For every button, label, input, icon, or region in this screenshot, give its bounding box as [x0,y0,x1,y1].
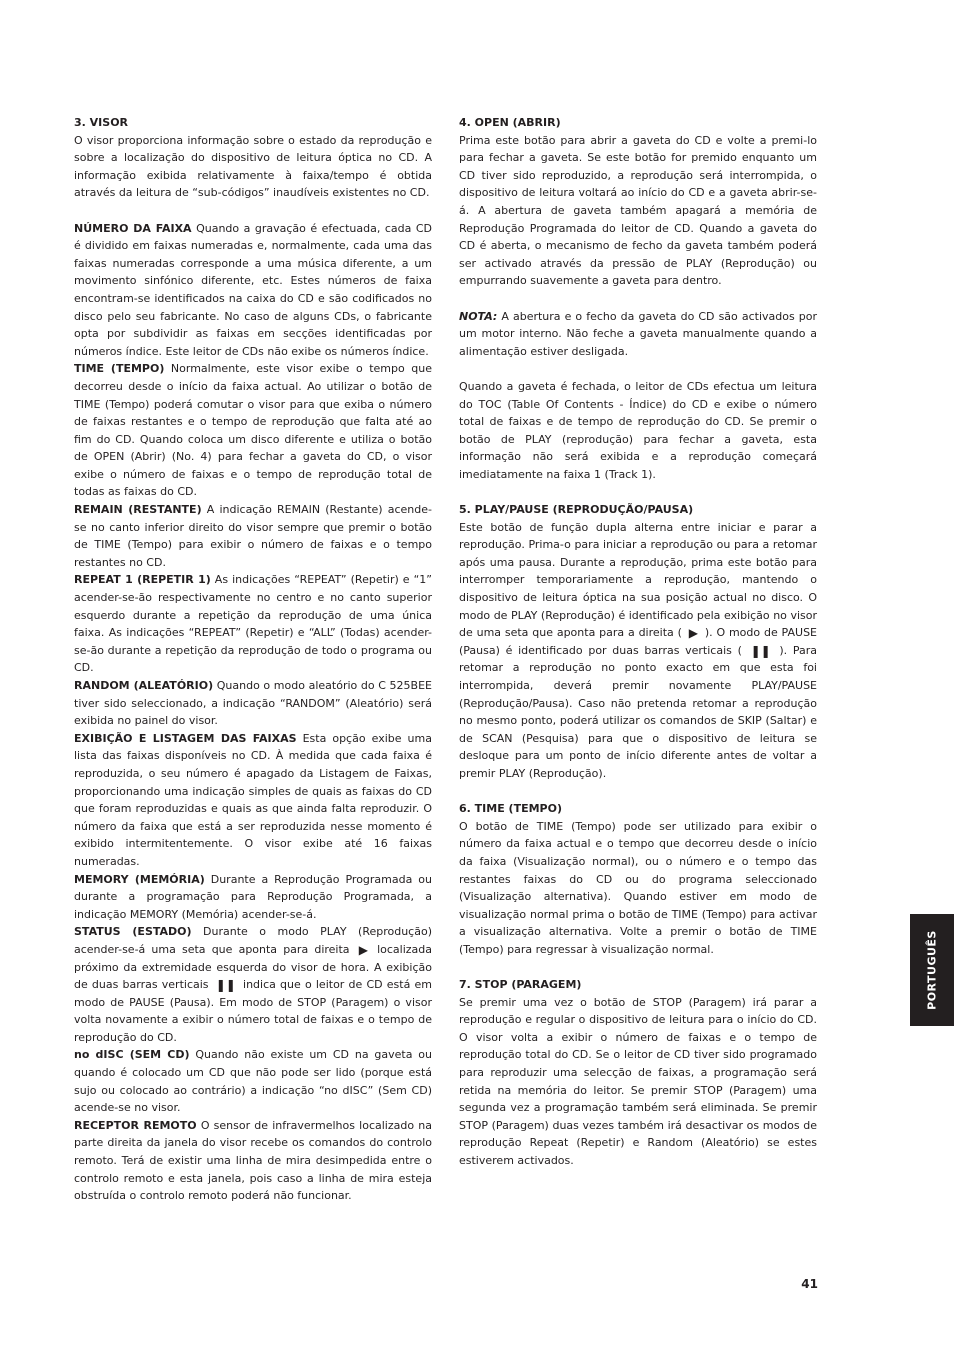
text-exibicao: Esta opção exibe uma lista das faixas disponíveis no CD. À medida que cada faixa é reproduzida, o seu número é apagado da Listagem de Faixas, proporcionando uma indicação simples de quais as faixas do CD que foram reproduzidas e quais as que ainda falta reproduzir. O número da faixa que está a ser reproduzida nesse momento é exibido intermitentemente. O visor exibe até 16 faixas numeradas. [74,731,432,868]
section-visor [74,114,432,202]
text-play-c: ). Para retomar a reprodução no ponto exacto em que esta foi interrompida, deverá premir novamente PLAY/PAUSE (Reprodução/Pausa). Caso não pretenda retomar a reprodução no mesmo ponto, poderá utilizar os comandos de SKIP (Saltar) e de SCAN (Pesquisa) para que o dispositivo de leitura se desloque para um ponto de início diferente antes de voltar a premir PLAY (Reprodução). [459,643,817,780]
lead-time: TIME (TEMPO) [74,362,165,376]
paragraph-status [74,923,432,1046]
paragraph-gaveta [459,378,817,484]
text-random: Quando o modo aleatório do C 525BEE tiver sido seleccionado, a indicação “RANDOM” (Aleatório) será exibida no painel do visor. [74,679,432,728]
lead-nodisc: no dISC (SEM CD) [74,1048,190,1062]
text-numero-faixa: Quando a gravação é efectuada, cada CD é dividido em faixas numeradas e, normalmente, cada uma das faixas numeradas corresponde a uma música diferente, a um movimento sinfónico diferente, etc. Estes números de faixa encontram-se identificados na caixa do CD e são codificados no disco pelo seu fabricante. No caso de alguns CDs, o fabricante opta por subdividir as faixas em secções identificadas por números índice. Este leitor de CDs não exibe os números índice. [74,221,432,358]
text-gaveta: Quando a gaveta é fechada, o leitor de CDs efectua um leitura do TOC (Table Of Contents - Índice) do CD e exibe o número total de faixas e de tempo de reprodução do CD. Se premir o botão de PLAY (reprodução) para fechar a gaveta, esta informação não será exibida e a reprodução começará imediatamente na faixa 1 (Track 1). [459,379,817,481]
text-status-a: Durante o modo PLAY (Reprodução) acender-se-á uma seta que aponta para direita [74,925,432,956]
right-column [459,114,817,1170]
lead-numero-faixa: NÚMERO DA FAIXA [74,221,192,235]
text-play-a: Este botão de função dupla alterna entre iniciar e parar a reprodução. Prima-o para iniciar a reprodução ou para a retomar após uma pausa. Durante a reprodução, prima este botão para interromper temporariamente a reprodução, mantendo o dispositivo de leitura óptica na sua posição actual no disco. O modo de PLAY (Reprodução) é identificado pela exibição no visor de uma seta que aponta para a direita ( [459,520,817,640]
heading-open: 4. OPEN (ABRIR) [459,116,561,129]
paragraph-repeat [74,571,432,677]
text-time: Normalmente, este visor exibe o tempo que decorreu desde o início da faixa actual. Ao utilizar o botão de TIME (Tempo) poderá comutar o visor para que exiba o número de faixas restantes e o tempo de reprodução que falta até ao fim do CD. Quando coloca um disco diferente e utiliza o botão de OPEN (Abrir) (No. 4) para fechar a gaveta do CD, o visor exibe o número de faixas e o tempo de reprodução total de todas as faixas do CD. [74,362,432,499]
page-number: 41 [801,1277,818,1291]
text-nodisc: Quando não existe um CD na gaveta ou quando é colocado um CD que não pode ser lido (porque está sujo ou colocado ao contrário) a indicação “no dISC” (Sem CD) acende-se no visor. [74,1048,432,1115]
text-status-c: indica que o leitor de CD está em modo de PAUSE (Pausa). Em modo de STOP (Paragem) o visor volta novamente a exibir o número total de faixas e o tempo de reprodução do CD. [74,978,432,1044]
paragraph-receptor [74,1117,432,1205]
section-open [459,114,817,290]
heading-play-pause: 5. PLAY/PAUSE (REPRODUÇÃO/PAUSA) [459,503,694,517]
paragraph-exibicao [74,730,432,871]
paragraph-time [74,360,432,501]
text-nota: A abertura e o fecho da gaveta do CD são activados por um motor interno. Não feche a gaveta manualmente quando a alimentação estiver desligada. [459,309,817,358]
language-tab-label: PORTUGUÊS [925,930,939,1010]
play-arrow-icon: ▶ [358,942,368,957]
language-tab [910,914,954,1026]
play-arrow-icon: ▶ [688,626,698,641]
lead-exibicao: EXIBIÇÃO E LISTAGEM DAS FAIXAS [74,731,297,745]
paragraph-memory [74,871,432,924]
section-play-pause [459,501,817,783]
visor-text: O visor proporciona informação sobre o estado da reprodução e sobre a localização do dispositivo de leitura óptica no CD. A informação exibida relativamente à faixa/tempo é obtida através da leitura de “sub-códigos” inaudíveis existentes no CD. [74,133,432,200]
lead-remain: REMAIN (RESTANTE) [74,503,202,517]
heading-visor: 3. VISOR [74,116,129,129]
left-column [74,114,432,1205]
paragraph-nota [459,308,817,361]
text-repeat: As indicações “REPEAT” (Repetir) e “1” acender-se-ão respectivamente no centro e no canto superior esquerdo durante a repetição da reprodução de uma única faixa. As indicações “REPEAT” (Repetir) e “ALL” (Todas) acender-se-ão durante a repetição da reprodução de todo o programa ou CD. [74,573,432,675]
text-memory: Durante a Reprodução Programada ou durante a programação para Reprodução Programada, a indicação MEMORY (Memória) acender-se-á. [74,872,433,921]
paragraph-random [74,677,432,730]
lead-receptor: RECEPTOR REMOTO [74,1118,197,1132]
heading-stop: 7. STOP (PARAGEM) [459,978,582,992]
section-time [459,800,817,958]
lead-nota: NOTA: [459,309,498,323]
section-stop [459,976,817,1170]
text-play-b: ). O modo de PAUSE (Pausa) é identificado por duas barras verticais ( [459,626,817,657]
lead-status: STATUS (ESTADO) [74,925,192,939]
text-receptor: O sensor de infravermelhos localizado na parte direita da janela do visor recebe os comandos do controlo remoto. Terá de existir uma linha de mira desimpedida entre o controlo remoto e esta janela, pois caso a linha de mira esteja obstruída o controlo remoto poderá não funcionar. [74,1118,432,1203]
paragraph-remain [74,501,432,571]
text-status-b: localizada próximo da extremidade esquerda do visor de hora. A exibição de duas barras verticais [74,942,432,992]
paragraph-nodisc [74,1046,432,1116]
pause-bars-icon: ❚❚ [750,643,771,658]
stop-text: Se premir uma vez o botão de STOP (Paragem) irá parar a reprodução e regular o dispositivo de leitura para o início do CD. O visor volta a exibir o número de faixas e o tempo de reprodução total do CD. Se o leitor de CD tiver sido programado para reproduzir uma selecção de faixas, a programação será retida na memória do leitor. Se premir STOP (Paragem) uma segunda vez a programação também será eliminada. Se premir STOP (Paragem) duas vezes também irá desactivar os modos de reprodução Repeat (Repetir) e Random (Aleatório) se estes estiverem activados. [459,995,817,1168]
paragraph-numero-faixa [74,220,432,361]
lead-random: RANDOM (ALEATÓRIO) [74,679,214,692]
lead-repeat: REPEAT 1 (REPETIR 1) [74,573,211,587]
pause-bars-icon: ❚❚ [215,978,236,993]
time-text: O botão de TIME (Tempo) pode ser utilizado para exibir o número da faixa actual e o tempo que decorreu desde o início da faixa (Visualização normal), ou o número e o tempo das restantes faixas do CD ou do programa seleccionado (Visualização alternativa). Quando estiver em modo de visualização normal prima o botão de TIME (Tempo) para activar a visualização alternativa. Volte a premir o botão de TIME (Tempo) para regressar à visualização normal. [459,819,817,956]
text-remain: A indicação REMAIN (Restante) acende-se no canto inferior direito do visor sempre que premir o botão de TIME (Tempo) para exibir o número de faixas e o tempo restantes no CD. [74,503,432,569]
heading-time: 6. TIME (TEMPO) [459,802,562,816]
lead-memory: MEMORY (MEMÓRIA) [74,872,205,886]
open-text: Prima este botão para abrir a gaveta do CD e volte a premi-lo para fechar a gaveta. Se este botão for premido enquanto um CD tiver sido reproduzido, a reprodução será interrompida, o dispositivo de leitura voltará ao início do CD e a gaveta abrir-se-á. A abertura de gaveta também apagará a memória de Reprodução Programada do leitor de CD. Quando a gaveta do CD é aberta, o mecanismo de fecho da gaveta também poderá ser activado através da pressão de PLAY (Reprodução) ou empurrando suavemente a gaveta para dentro. [459,133,817,288]
